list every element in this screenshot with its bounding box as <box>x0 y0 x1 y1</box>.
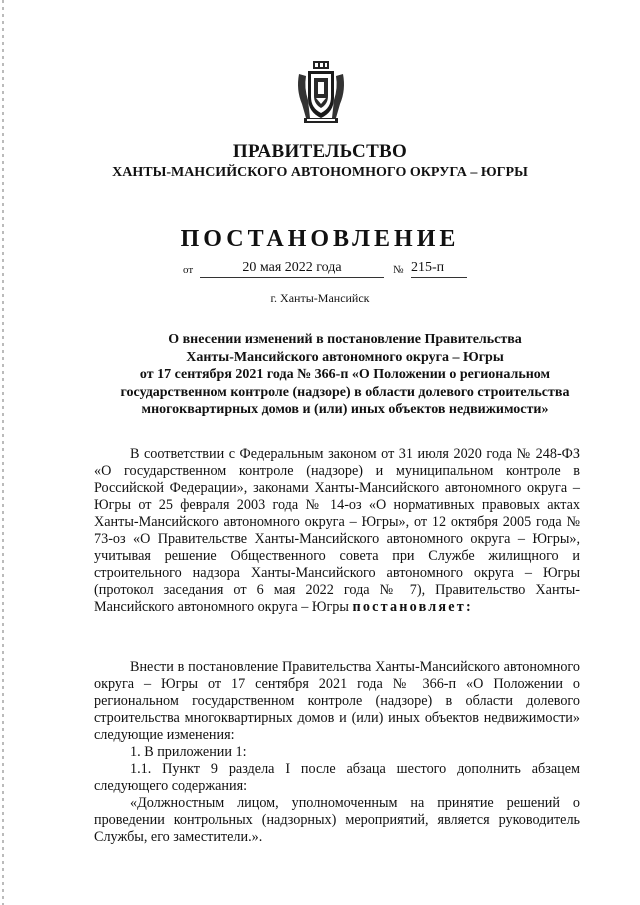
operative-paragraph: Внести в постановление Правительства Ханты-Мансийского автономного округа – Югры от 17 сентября 2021 года № 366-п «О Положении о региональном государственном контроле (надзоре) в области долевого строительства многоквартирных домов и (или) иных объектов недвижимости» следующие изменения: <box>94 659 580 743</box>
scan-edge <box>2 0 4 905</box>
government-title: ПРАВИТЕЛЬСТВО <box>232 141 408 162</box>
subject-line: многоквартирных домов и (или) иных объектов недвижимости» <box>141 402 549 417</box>
operative-section <box>94 659 580 846</box>
number-label: № <box>393 264 404 276</box>
decree-title: ПОСТАНОВЛЕНИЕ <box>180 226 460 252</box>
item-1-1: 1.1. Пункт 9 раздела I после абзаца шестого дополнить абзацем следующего содержания: <box>94 761 580 794</box>
coat-of-arms-icon <box>296 60 346 126</box>
subject-line: Ханты-Мансийского автономного округа – Югры <box>186 349 504 365</box>
decree-date: 20 мая 2022 года <box>200 260 384 278</box>
preamble-paragraph <box>94 446 580 616</box>
resolves-word: постановляет: <box>352 599 473 615</box>
decree-date-row <box>0 260 640 280</box>
city-label: г. Ханты-Мансийск <box>270 291 370 305</box>
from-label: от <box>183 264 194 276</box>
subject-line: от 17 сентября 2021 года № 366-п «О Положении о региональном <box>139 367 551 382</box>
item-1: 1. В приложении 1: <box>130 744 247 760</box>
region-title: ХАНТЫ-МАНСИЙСКОГО АВТОНОМНОГО ОКРУГА – ЮГРЫ <box>112 165 528 180</box>
quoted-amendment: «Должностным лицом, уполномоченным на принятие решений о проведении контрольных (надзорных) мероприятий, является руководитель Службы, его заместители.». <box>94 795 580 845</box>
subject-line: О внесении изменений в постановление Правительства <box>168 332 522 347</box>
preamble-text: В соответствии с Федеральным законом от 31 июля 2020 года № 248-ФЗ «О государственном контроле (надзоре) и муниципальном контроле в Российской Федерации», законами Ханты-Мансийского автономного округа – Югры от 25 февраля 2003 года № 14-оз «О нормативных правовых актах Ханты-Мансийского автономного округа – Югры», от 12 октября 2005 года № 73-оз «О Правительстве Ханты-Мансийского автономного округа – Югры», учитывая решение Общественного совета при Службе жилищного и строительного надзора Ханты-Мансийского автономного округа – Югры (протокол заседания от 6 мая 2022 года № 7), Правительство Ханты-Мансийского автономного округа – Югры <box>94 446 580 615</box>
decree-subject <box>110 331 580 419</box>
decree-number: 215-п <box>411 260 467 278</box>
subject-line: государственном контроле (надзоре) в области долевого строительства <box>120 384 570 400</box>
